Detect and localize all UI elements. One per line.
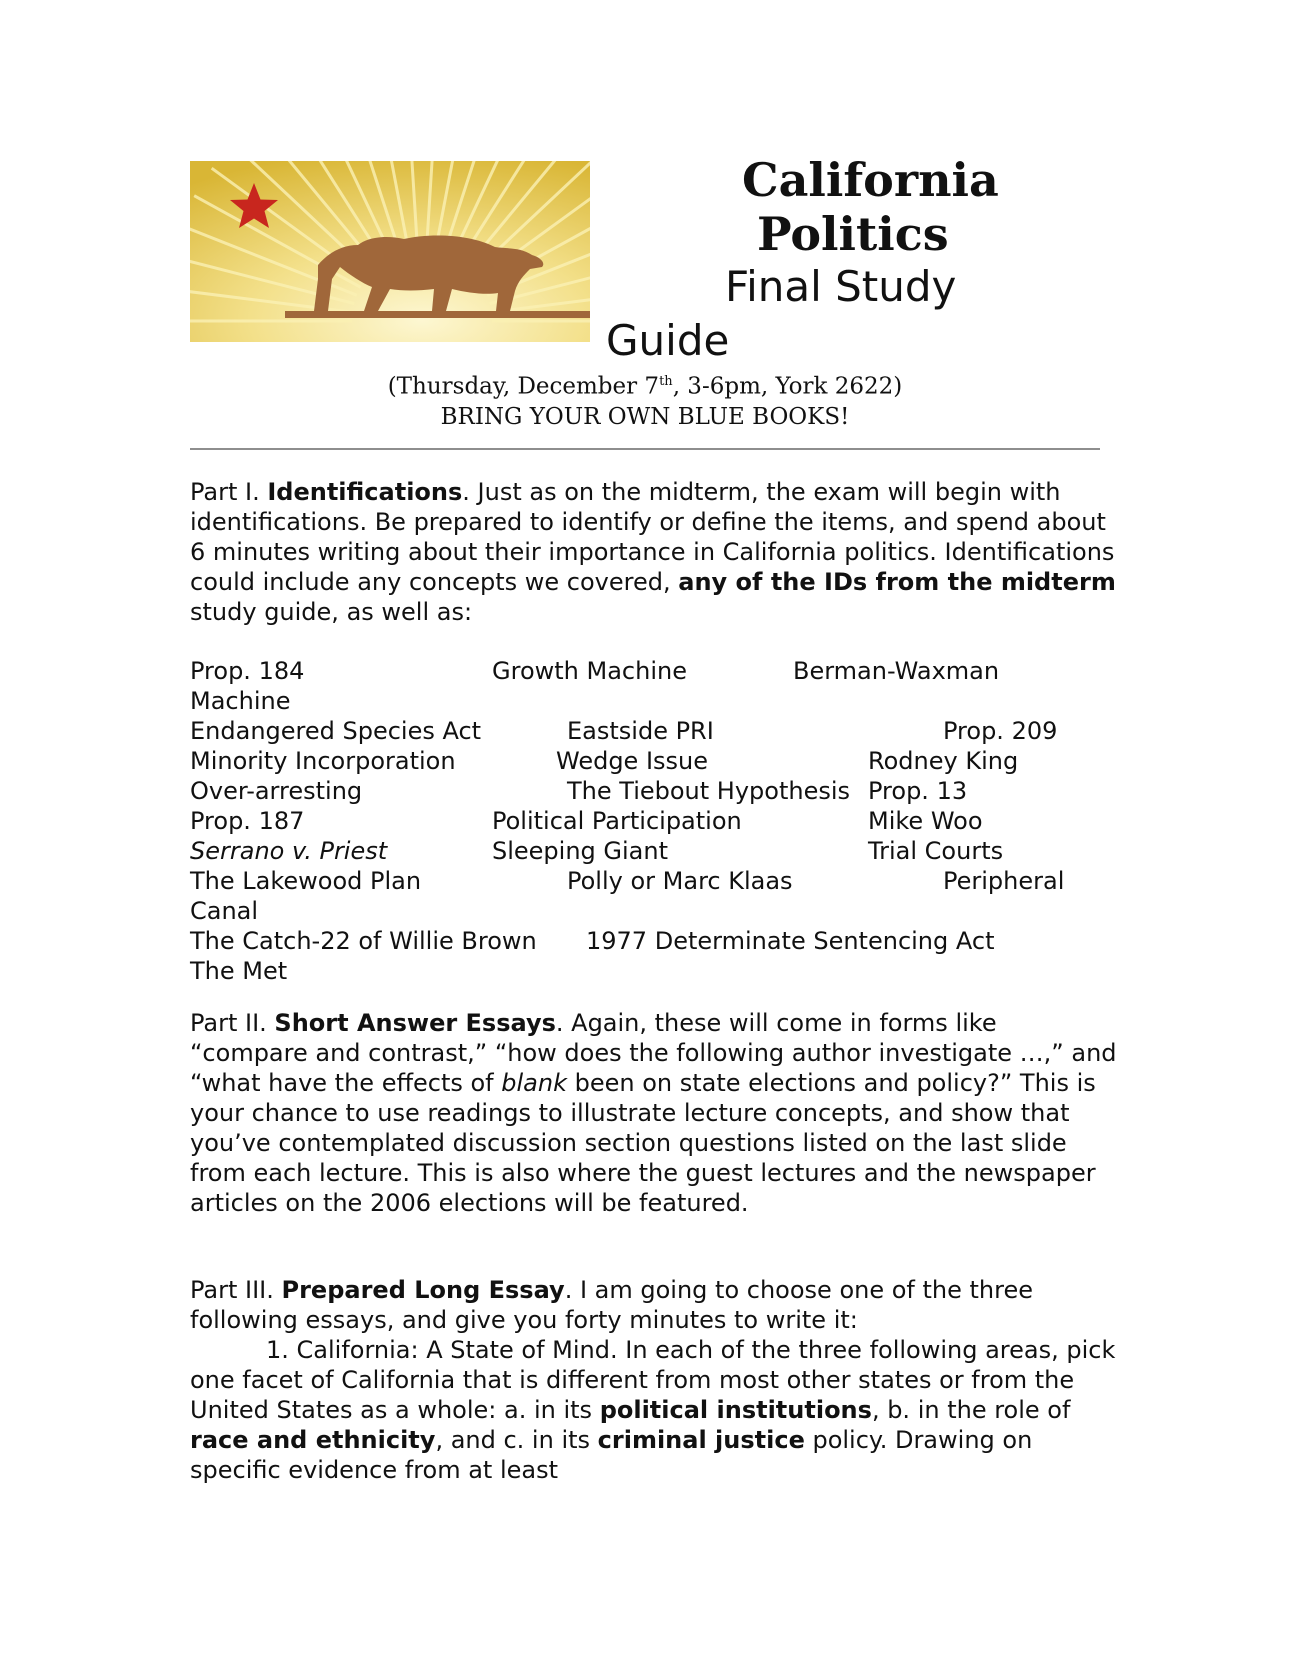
id-item: 1977 Determinate Sentencing Act (586, 927, 995, 955)
part1-heading: Identifications (267, 478, 463, 506)
id-row (190, 926, 1120, 956)
part1-paragraph: Part I. Identifications. Just as on the midterm, the exam will begin with identifications. Be prepared to identify or define the items, and spend about 6 minutes writing about their importance in California politics. Identifications could include any concepts we covered, any of the IDs from the midterm study guide, as well as: (190, 478, 1116, 626)
id-row (190, 896, 1120, 926)
id-row (190, 686, 1120, 716)
id-item: Minority Incorporation (190, 747, 456, 775)
id-item: Prop. 13 (868, 777, 968, 805)
divider (190, 448, 1100, 450)
id-list (190, 656, 1120, 986)
bring-blue-books-note: BRING YOUR OWN BLUE BOOKS! (440, 404, 850, 430)
exam-date: (Thursday, December 7th, 3-6pm, York 2622) (387, 373, 903, 400)
id-item: Growth Machine (492, 657, 687, 685)
id-row (190, 866, 1120, 896)
id-item: Endangered Species Act (190, 717, 482, 745)
id-row (190, 716, 1120, 746)
title-line-1: California (742, 153, 999, 207)
id-item: Berman-Waxman (793, 657, 1000, 685)
id-item: Trial Courts (868, 837, 1004, 865)
id-item: The Lakewood Plan (190, 867, 422, 895)
id-item: Machine (190, 687, 291, 715)
id-item: Prop. 184 (190, 657, 305, 685)
id-row (190, 836, 1120, 866)
id-row (190, 656, 1120, 686)
part3-paragraph: Part III. Prepared Long Essay. I am going to choose one of the three following essays, and give you forty minutes to write it: (190, 1276, 1033, 1334)
part3-heading: Prepared Long Essay (281, 1276, 565, 1304)
part3-essay-option-1: 1. California: A State of Mind. In each of the three following areas, pick one facet of California that is different from most other states or from the United States as a whole: a. in its political institutions, b. in the role of race and ethnicity, and c. in its criminal justice policy. Drawing on specific evidence from at least (190, 1336, 1116, 1484)
id-item: The Tiebout Hypothesis (567, 777, 851, 805)
id-item: Wedge Issue (556, 747, 709, 775)
id-row (190, 776, 1120, 806)
id-item: Over-arresting (190, 777, 363, 805)
title-line-3: Final Study (725, 262, 957, 311)
id-item: Political Participation (492, 807, 742, 835)
part2-heading: Short Answer Essays (274, 1009, 556, 1037)
id-row (190, 806, 1120, 836)
id-item: Rodney King (868, 747, 1019, 775)
id-item: Prop. 187 (190, 807, 305, 835)
id-item: Serrano v. Priest (190, 837, 388, 865)
id-item: Polly or Marc Klaas (567, 867, 793, 895)
id-item: Eastside PRI (567, 717, 714, 745)
california-bear-star-logo (190, 161, 590, 342)
id-item: Prop. 209 (943, 717, 1058, 745)
id-item: The Catch-22 of Willie Brown (190, 927, 537, 955)
id-item: Sleeping Giant (492, 837, 669, 865)
id-item: Peripheral (943, 867, 1065, 895)
id-row (190, 956, 1120, 986)
id-item: The Met (190, 957, 288, 985)
id-item: Canal (190, 897, 259, 925)
title-line-4: Guide (606, 316, 730, 365)
id-row (190, 746, 1120, 776)
title-line-2: Politics (757, 207, 949, 261)
part2-paragraph: Part II. Short Answer Essays. Again, these will come in forms like “compare and contrast,” “how does the following author investigate …,” and “what have the effects of blank been on state elections and policy?” This is your chance to use readings to illustrate lecture concepts, and show that you’ve contemplated discussion section questions listed on the last slide from each lecture. This is also where the guest lectures and the newspaper articles on the 2006 elections will be featured. (190, 1009, 1117, 1217)
id-item: Mike Woo (868, 807, 983, 835)
